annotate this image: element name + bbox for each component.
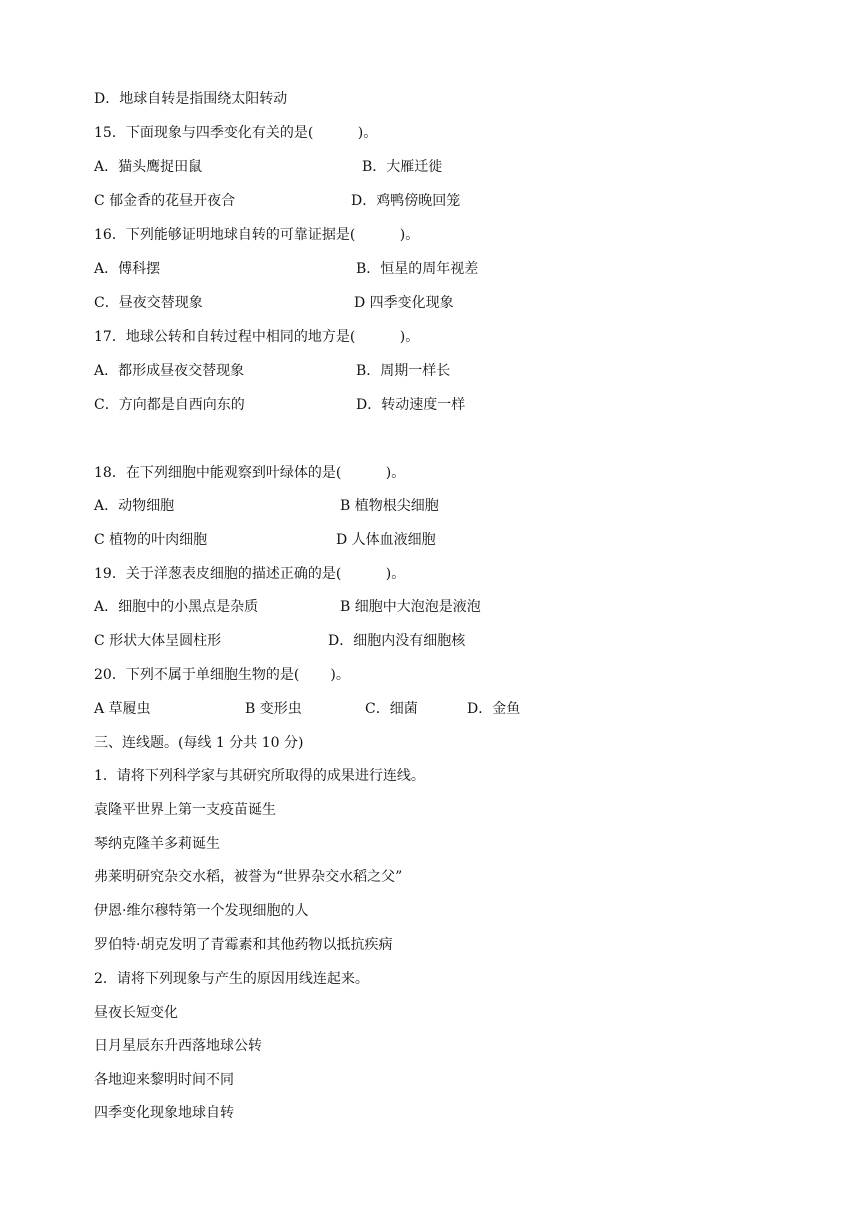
- section3-heading: 三、连线题。(每线 1 分共 10 分): [94, 735, 304, 751]
- q18-option-c: C 植物的叶肉细胞: [94, 532, 208, 548]
- matching-q1-item: 琴纳克隆羊多莉诞生: [94, 836, 220, 852]
- q20-option-c: C．细菌: [365, 701, 418, 717]
- q15-option-b: B．大雁迁徙: [362, 159, 443, 175]
- matching-q2-item: 日月星辰东升西落地球公转: [94, 1038, 262, 1054]
- matching-q1-item: 袁隆平世界上第一支疫苗诞生: [94, 802, 276, 818]
- matching-q1-stem: 1．请将下列科学家与其研究所取得的成果进行连线。: [94, 768, 425, 784]
- q19-option-d: D．细胞内没有细胞核: [328, 633, 466, 649]
- q16-option-a: A．傅科摆: [94, 261, 161, 277]
- matching-q2-stem: 2．请将下列现象与产生的原因用线连起来。: [94, 971, 369, 987]
- q20-option-d: D．金鱼: [467, 701, 521, 717]
- matching-q1-item: 弗莱明研究杂交水稻，被誉为“世界杂交水稻之父”: [94, 869, 403, 885]
- q15-option-d: D．鸡鸭傍晚回笼: [351, 193, 461, 209]
- q19-option-c: C 形状大体呈圆柱形: [94, 633, 222, 649]
- q16-option-c: C．昼夜交替现象: [94, 295, 203, 311]
- q16-stem: 16．下列能够证明地球自转的可靠证据是( )。: [94, 227, 420, 243]
- matching-q2-item: 四季变化现象地球自转: [94, 1105, 234, 1121]
- q17-option-c: C．方向都是自西向东的: [94, 397, 245, 413]
- q16-option-b: B．恒星的周年视差: [356, 261, 479, 277]
- q17-option-d: D．转动速度一样: [356, 397, 466, 413]
- matching-q1-item: 罗伯特·胡克发明了青霉素和其他药物以抵抗疾病: [94, 937, 393, 953]
- q17-option-a: A．都形成昼夜交替现象: [94, 363, 245, 379]
- q17-stem: 17．地球公转和自转过程中相同的地方是( )。: [94, 329, 420, 345]
- q19-option-a: A．细胞中的小黑点是杂质: [94, 599, 259, 615]
- q20-option-a: A 草履虫: [94, 701, 151, 717]
- q19-option-b: B 细胞中大泡泡是液泡: [340, 599, 481, 615]
- q18-option-a: A．动物细胞: [94, 498, 175, 514]
- matching-q2-item: 各地迎来黎明时间不同: [94, 1072, 234, 1088]
- q14-option-d: D．地球自转是指围绕太阳转动: [94, 91, 288, 107]
- q16-option-d: D 四季变化现象: [354, 295, 454, 311]
- q18-option-b: B 植物根尖细胞: [340, 498, 439, 514]
- q15-stem: 15．下面现象与四季变化有关的是( )。: [94, 125, 378, 141]
- q18-stem: 18．在下列细胞中能观察到叶绿体的是( )。: [94, 465, 406, 481]
- q15-option-a: A．猫头鹰捉田鼠: [94, 159, 203, 175]
- q19-stem: 19．关于洋葱表皮细胞的描述正确的是( )。: [94, 566, 406, 582]
- matching-q1-item: 伊恩·维尔穆特第一个发现细胞的人: [94, 903, 309, 919]
- q20-stem: 20．下列不属于单细胞生物的是( )。: [94, 667, 350, 683]
- q20-option-b: B 变形虫: [245, 701, 302, 717]
- q15-option-c: C 郁金香的花昼开夜合: [94, 193, 236, 209]
- q17-option-b: B．周期一样长: [356, 363, 451, 379]
- matching-q2-item: 昼夜长短变化: [94, 1005, 178, 1021]
- q18-option-d: D 人体血液细胞: [336, 532, 436, 548]
